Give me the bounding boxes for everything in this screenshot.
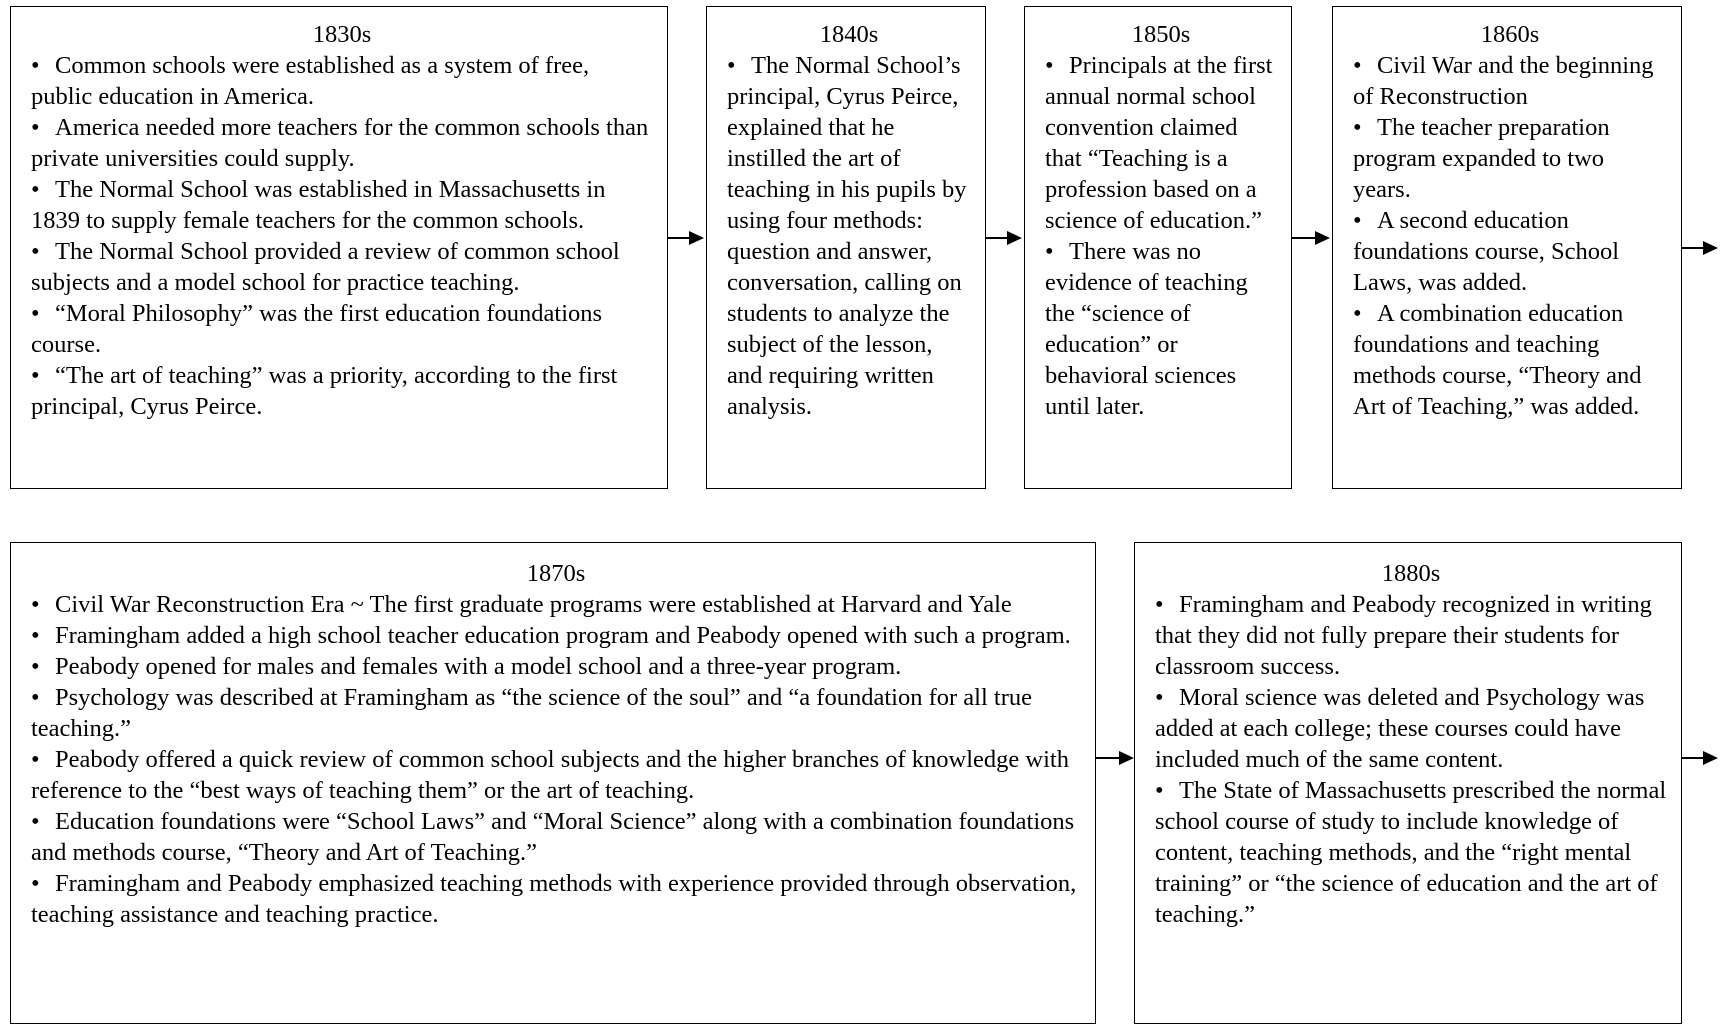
- decade-box-1850s: [1024, 6, 1292, 489]
- list-item: • Peabody opened for males and females with a model school and a three-year program.: [31, 653, 902, 680]
- list-item: • “Moral Philosophy” was the first education foundations course.: [31, 300, 603, 358]
- list-item: • Framingham and Peabody recognized in writing that they did not fully prepare their students for classroom success.: [1155, 591, 1652, 680]
- list-item: • The Normal School was established in Massachusetts in 1839 to supply female teachers for the common schools.: [31, 176, 606, 234]
- list-item: • Civil War Reconstruction Era ~ The first graduate programs were established at Harvard and Yale: [31, 591, 1012, 618]
- decade-label: 1870s: [526, 560, 586, 587]
- list-item: • A combination education foundations and teaching methods course, “Theory and Art of Teaching,” was added.: [1353, 300, 1642, 420]
- decade-item-list: [727, 50, 971, 422]
- decade-box-1880s: [1134, 542, 1682, 1024]
- list-item: • The Normal School’s principal, Cyrus Peirce, explained that he instilled the art of teaching in his pupils by using four methods: question and answer, conversation, calling on students to analyze the subject of the lesson, and requiring written analysis.: [727, 52, 967, 420]
- list-item: • Psychology was described at Framingham as “the science of the soul” and “a foundation for all true teaching.”: [31, 684, 1032, 742]
- decade-label: 1860s: [1480, 21, 1540, 48]
- decade-item-list: [1155, 589, 1667, 930]
- decade-box-1860s: [1332, 6, 1682, 489]
- decade-label: 1840s: [819, 21, 879, 48]
- list-item: • Education foundations were “School Laws” and “Moral Science” along with a combination foundations and methods course, “Theory and Art of Teaching.”: [31, 808, 1075, 866]
- list-item: • Common schools were established as a system of free, public education in America.: [31, 52, 590, 110]
- list-item: • “The art of teaching” was a priority, according to the first principal, Cyrus Peirce.: [31, 362, 618, 420]
- list-item: • There was no evidence of teaching the “science of education” or behavioral sciences until later.: [1045, 238, 1248, 420]
- decade-item-list: [31, 50, 653, 422]
- decade-box-1830s: [10, 6, 668, 489]
- decade-label: 1880s: [1381, 560, 1441, 587]
- list-item: • America needed more teachers for the common schools than private universities could supply.: [31, 114, 649, 172]
- list-item: • Framingham added a high school teacher education program and Peabody opened with such a program.: [31, 622, 1071, 649]
- list-item: • Civil War and the beginning of Reconstruction: [1353, 52, 1654, 110]
- list-item: • Moral science was deleted and Psychology was added at each college; these courses could have included much of the same content.: [1155, 684, 1645, 773]
- decade-item-list: [1353, 50, 1667, 422]
- list-item: • Principals at the first annual normal school convention claimed that “Teaching is a profession based on a science of education.”: [1045, 52, 1273, 234]
- list-item: • The Normal School provided a review of common school subjects and a model school for practice teaching.: [31, 238, 620, 296]
- list-item: • The State of Massachusetts prescribed the normal school course of study to include knowledge of content, teaching methods, and the “right mental training” or “the science of education and the art of teaching.”: [1155, 777, 1667, 928]
- decade-label: 1830s: [312, 21, 372, 48]
- list-item: • The teacher preparation program expanded to two years.: [1353, 114, 1610, 203]
- list-item: • Peabody offered a quick review of common school subjects and the higher branches of knowledge with reference to the “best ways of teaching them” or the art of teaching.: [31, 746, 1069, 804]
- decade-item-list: [31, 589, 1081, 930]
- decade-box-1840s: [706, 6, 986, 489]
- decade-box-1870s: [10, 542, 1096, 1024]
- decade-item-list: [1045, 50, 1277, 422]
- list-item: • A second education foundations course, School Laws, was added.: [1353, 207, 1620, 296]
- list-item: • Framingham and Peabody emphasized teaching methods with experience provided through observation, teaching assistance and teaching practice.: [31, 870, 1077, 928]
- decade-label: 1850s: [1131, 21, 1191, 48]
